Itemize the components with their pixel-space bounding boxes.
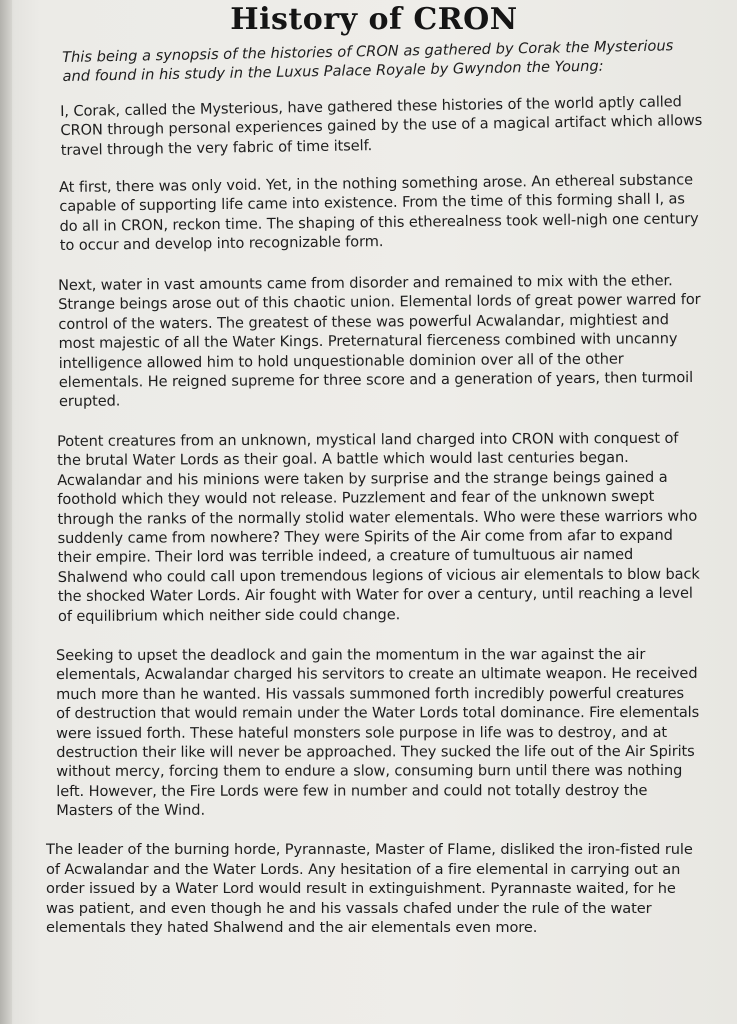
page-content xyxy=(46,0,703,937)
paragraph-3: Next, water in vast amounts came from disorder and remained to mix with the ether. Strange beings arose out of this chaotic union. Elemental lords of great power warred for control of the waters. The greatest of these was powerful Acwalandar, mightiest and most majestic of all the Water Kings. Preternatural fierceness combined with uncanny intelligence allowed him to hold unquestionable dominion over all of the other elementals. He reigned supreme for three score and a generation of years, then turmoil erupted. xyxy=(58,272,701,411)
paragraph-2: At first, there was only void. Yet, in the nothing something arose. An ethereal substance capable of supporting life came into existence. From the time of this forming shall I, as do all in CRON, reckon time. The shaping of this etherealness took well-nigh one century to occur and develop into recognizable form. xyxy=(59,171,699,255)
page-binding-edge xyxy=(0,0,12,1024)
page-title: History of CRON xyxy=(230,2,518,37)
paragraph-5: Seeking to upset the deadlock and gain the momentum in the war against the air elementals, Acwalandar charged his servitors to create an ultimate weapon. He received much more than he wanted. His vassals summoned forth incredibly powerful creatures of destruction that would remain under the Water Lords total dominance. Fire elementals were issued forth. These hateful monsters sole purpose in life was to destroy, and at destruction their like will never be approached. They sucked the life out of the Air Spirits without mercy, forcing them to endure a slow, consuming burn until there was nothing left. However, the Fire Lords were few in number and could not totally destroy the Masters of the Wind. xyxy=(56,645,700,819)
paragraph-6: The leader of the burning horde, Pyrannaste, Master of Flame, disliked the iron-fisted rule of Acwalandar and the Water Lords. Any hesitation of a fire elemental in carrying out an order issued by a Water Lord would result in extinguishment. Pyrannaste waited, for he was patient, and even though he and his vassals chafed under the rule of the water elementals they hated Shalwend and the air elementals even more. xyxy=(46,841,693,937)
intro-paragraph: This being a synopsis of the histories of CRON as gathered by Corak the Mysterious and found in his study in the Luxus Palace Royale by Gwyndon the Young: xyxy=(62,37,674,85)
paragraph-1: I, Corak, called the Mysterious, have gathered these histories of the world aptly called CRON through personal experiences gained by the use of a magical artifact which allows travel through the very fabric of time itself. xyxy=(60,93,703,159)
paragraph-4: Potent creatures from an unknown, mystical land charged into CRON with conquest of the brutal Water Lords as their goal. A battle which would last centuries began. Acwalandar and his minions were taken by surprise and the strange beings gained a foothold which they would not release. Puzzlement and fear of the unknown swept through the ranks of the normally stolid water elementals. Who were these warriors who suddenly came from nowhere? They were Spirits of the Air come from afar to expand their empire. Their lord was terrible indeed, a creature of tumultuous air named Shalwend who could call upon tremendous legions of vicious air elementals to blow back the shocked Water Lords. Air fought with Water for over a century, until reaching a level of equilibrium which neither side could change. xyxy=(57,429,700,625)
